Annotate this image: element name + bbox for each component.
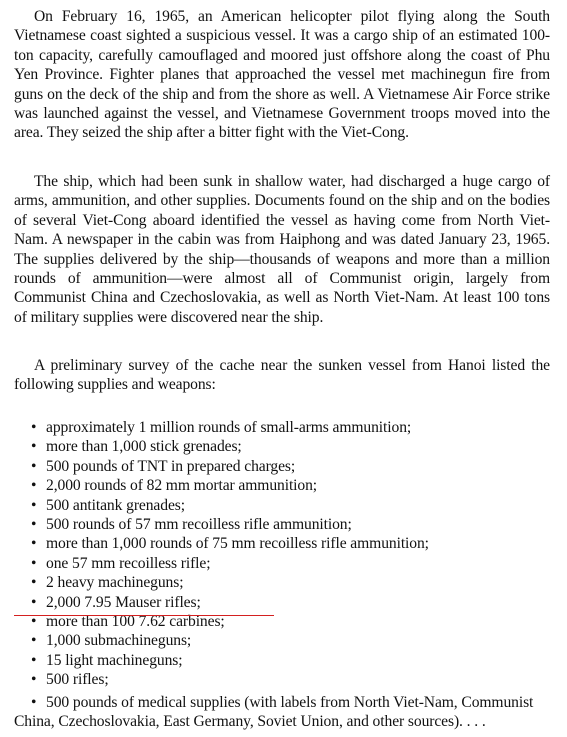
list-item-text: 500 rounds of 57 mm recoilless rifle ammunition;	[46, 516, 352, 534]
list-item-text: one 57 mm recoilless rifle;	[46, 554, 211, 572]
bullet-icon: •	[31, 632, 37, 650]
paragraph-helicopter-sighting: On February 16, 1965, an American helicopter pilot flying along the South Vietnamese coast sighted a suspicious vessel. It was a cargo ship of an estimated 100-ton capacity, carefully camouflaged and moored just offshore along the coast of Phu Yen Province. Fighter planes that approached the vessel met machinegun fire from guns on the deck of the ship and from the shore as well. A Vietnamese Air Force strike was launched against the vessel, and Vietnamese Government troops moved into the area. They seized the ship after a bitter fight with the Viet-Cong.	[14, 8, 550, 142]
bullet-icon: •	[31, 613, 37, 631]
list-item-text: 2,000 rounds of 82 mm mortar ammunition;	[46, 477, 318, 495]
list-item-text: approximately 1 million rounds of small-arms ammunition;	[46, 419, 412, 436]
bullet-icon: •	[31, 457, 37, 475]
list-item	[31, 437, 556, 456]
list-item-medical-supplies	[14, 693, 554, 732]
list-item-text: 500 pounds of TNT in prepared charges;	[46, 457, 296, 475]
bullet-icon: •	[31, 496, 37, 514]
list-item-text: more than 1,000 rounds of 75 mm recoilless rifle ammunition;	[46, 535, 429, 553]
list-item-text: 500 rifles;	[46, 671, 109, 689]
list-item-text: 500 antitank grenades;	[46, 496, 185, 514]
paragraph-preliminary-survey: A preliminary survey of the cache near the sunken vessel from Hanoi listed the following supplies and weapons:	[14, 357, 550, 394]
paragraph-ship-cargo: The ship, which had been sunk in shallow water, had discharged a huge cargo of arms, ammunition, and other supplies. Documents found on the ship and on the bodies of several Viet-Cong aboard identified the vessel as having come from North Viet-Nam. A newspaper in the cabin was from Haiphong and was dated January 23, 1965. The supplies delivered by the ship—thousands of weapons and more than a million rounds of ammunition—were almost all of Communist origin, largely from Communist China and Czechoslovakia, as well as North Viet-Nam. At least 100 tons of military supplies were discovered near the ship.	[14, 173, 550, 326]
bullet-icon: •	[31, 438, 37, 456]
list-item	[31, 457, 556, 476]
bullet-icon: •	[31, 477, 37, 495]
list-item-text: more than 100 7.62 carbines;	[46, 613, 225, 631]
list-item	[31, 651, 556, 670]
list-item-text: more than 1,000 stick grenades;	[46, 438, 242, 456]
list-item	[31, 631, 556, 650]
list-item	[31, 496, 556, 515]
red-underline-annotation	[14, 615, 274, 616]
bullet-icon: •	[31, 671, 37, 689]
bullet-icon: •	[31, 554, 37, 572]
list-item-text: 1,000 submachineguns;	[46, 632, 192, 650]
bullet-icon: •	[31, 535, 37, 553]
list-item	[31, 573, 556, 592]
list-item-text: 2,000 7.95 Mauser rifles;	[46, 593, 201, 611]
bullet-icon: •	[31, 516, 37, 534]
bullet-icon: •	[31, 593, 37, 611]
list-item-text: 15 light machineguns;	[46, 651, 183, 669]
list-item	[31, 476, 556, 495]
list-item-text: 2 heavy machineguns;	[46, 574, 184, 592]
bullet-icon: •	[31, 574, 37, 592]
list-item	[31, 554, 556, 573]
list-item	[31, 670, 556, 689]
list-item	[31, 534, 556, 553]
list-item	[31, 418, 556, 437]
bullet-icon: •	[31, 694, 37, 711]
list-item-text: 500 pounds of medical supplies (with labels from North Viet-Nam, Communist China, Czechoslovakia, East Germany, Soviet Union, and other sources). . . .	[14, 694, 534, 731]
supplies-list	[31, 418, 556, 690]
bullet-icon: •	[31, 651, 37, 669]
list-item	[31, 515, 556, 534]
bullet-icon: •	[31, 419, 37, 436]
list-item-highlighted	[31, 593, 556, 612]
